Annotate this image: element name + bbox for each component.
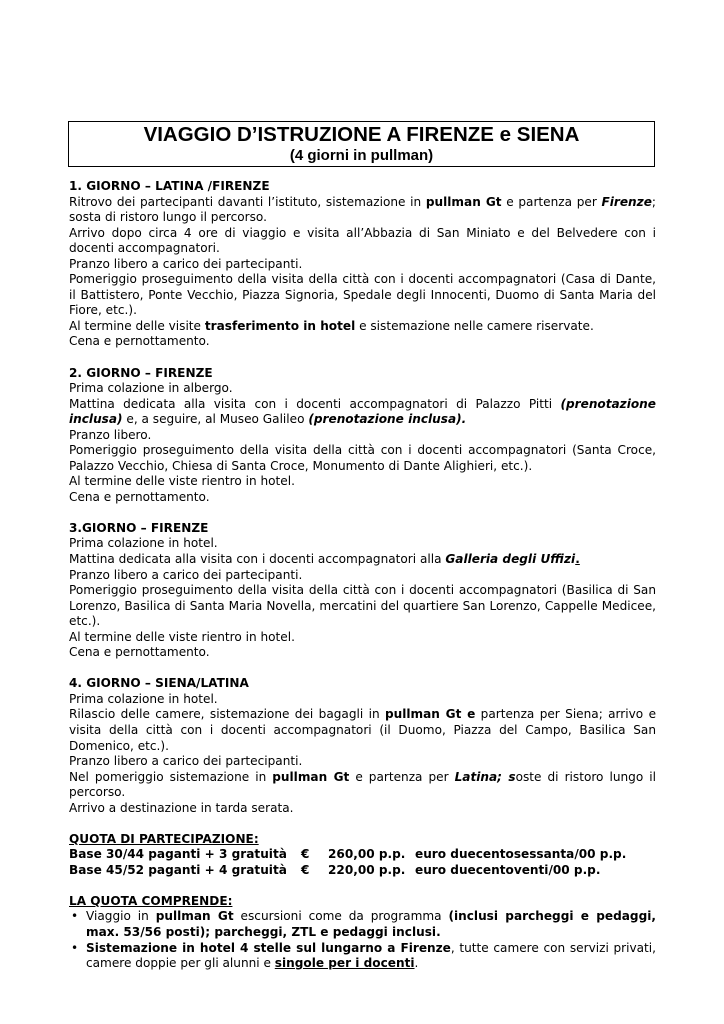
day-1-paragraph: Pomeriggio proseguimento della visita della città con i docenti accompagnatori (Casa di Dante, il Battistero, Ponte Vecchio, Piazza Signoria, Spedale degli Innocenti, Duomo di Santa Maria del Fiore, etc.). [69,272,656,318]
day-3-paragraph: Cena e pernottamento. [69,645,210,660]
day-3-paragraph: Pranzo libero a carico dei partecipanti. [69,567,303,582]
list-item: • Sistemazione in hotel 4 stelle sul lungarno a Firenze, tutte camere con servizi privati, camere doppie per gli alunni e singole per i docenti. [69,941,656,972]
day-1-paragraph: Cena e pernottamento. [69,334,210,349]
day-3-section [69,521,656,661]
day-3-paragraph: Pomeriggio proseguimento della visita della città con i docenti accompagnatori (Basilica di San Lorenzo, Basilica di Santa Maria Novella, mercatini del quartiere San Lorenzo, Cappelle Medicee, etc.). [69,583,656,629]
day-2-paragraph: Pomeriggio proseguimento della visita della città con i docenti accompagnatori (Santa Croce, Palazzo Vecchio, Chiesa di Santa Croce, Monumento di Dante Alighieri, etc.). [69,443,656,473]
day-2-section [69,366,656,506]
quota-price-words: euro duecentoventi/00 p.p. [415,862,601,877]
day-1-paragraph: Al termine delle visite trasferimento in hotel e sistemazione nelle camere riservate. [69,318,594,333]
includes-heading: LA QUOTA COMPRENDE: [69,893,233,908]
quota-group: Base 30/44 paganti + 3 gratuità [69,847,287,862]
includes-section [69,894,656,972]
day-2-heading: 2. GIORNO – FIRENZE [69,365,213,380]
day-3-paragraph: Al termine delle viste rientro in hotel. [69,629,295,644]
list-item: • Viaggio in pullman Gt escursioni come da programma (inclusi parcheggi e pedaggi, max. 53/56 posti); parcheggi, ZTL e pedaggi inclusi. [69,909,656,940]
day-1-paragraph: Ritrovo dei partecipanti davanti l’istituto, sistemazione in pullman Gt e partenza per Firenze; sosta di ristoro lungo il percorso. [69,194,656,225]
day-3-paragraph: Mattina dedicata alla visita con i docenti accompagnatori alla Galleria degli Uffizi. [69,552,580,567]
day-4-paragraph: Arrivo a destinazione in tarda serata. [69,800,294,815]
day-3-heading: 3.GIORNO – FIRENZE [69,520,209,535]
day-1-paragraph: Pranzo libero a carico dei partecipanti. [69,256,303,271]
day-4-section [69,676,656,816]
day-1-section [69,179,656,350]
day-2-paragraph: Pranzo libero. [69,427,152,442]
quota-group: Base 45/52 paganti + 4 gratuità [69,862,287,877]
quota-currency: € [301,862,310,877]
day-3-paragraph: Prima colazione in hotel. [69,536,218,551]
day-2-paragraph: Mattina dedicata alla visita con i docenti accompagnatori di Palazzo Pitti (prenotazione inclusa) e, a seguire, al Museo Galileo (prenotazione inclusa). [69,396,656,427]
quota-price-words: euro duecentosessanta/00 p.p. [415,847,627,862]
day-4-paragraph: Nel pomeriggio sistemazione in pullman Gt e partenza per Latina; soste di ristoro lungo il percorso. [69,769,656,800]
quota-section [69,832,656,879]
quota-price: 220,00 p.p. [328,862,406,877]
quota-price: 260,00 p.p. [328,847,406,862]
day-2-paragraph: Al termine delle viste rientro in hotel. [69,474,295,489]
quota-row [69,847,656,863]
day-2-paragraph: Cena e pernottamento. [69,489,210,504]
day-1-heading: 1. GIORNO – LATINA /FIRENZE [69,179,270,193]
document-subtitle: (4 giorni in pullman) [289,147,434,164]
day-2-paragraph: Prima colazione in albergo. [69,381,233,396]
document-title: VIAGGIO D’ISTRUZIONE A FIRENZE e SIENA [143,123,580,146]
title-box [68,121,655,167]
itinerary-body [69,179,656,972]
day-4-paragraph: Rilascio delle camere, sistemazione dei bagagli in pullman Gt e partenza per Siena; arrivo e visita della città con i docenti accompagnatori (il Duomo, Piazza del Campo, Basilica San Domenico, etc.). [69,707,657,753]
day-4-paragraph: Pranzo libero a carico dei partecipanti. [69,754,303,769]
day-4-heading: 4. GIORNO – SIENA/LATINA [69,676,249,691]
quota-row [69,863,656,879]
quota-currency: € [301,847,310,862]
includes-list [69,909,656,971]
day-4-paragraph: Prima colazione in hotel. [69,691,218,706]
day-1-paragraph: Arrivo dopo circa 4 ore di viaggio e visita all’Abbazia di San Miniato e del Belvedere con i docenti accompagnatori. [69,225,656,256]
quota-heading: QUOTA DI PARTECIPAZIONE: [69,831,259,846]
